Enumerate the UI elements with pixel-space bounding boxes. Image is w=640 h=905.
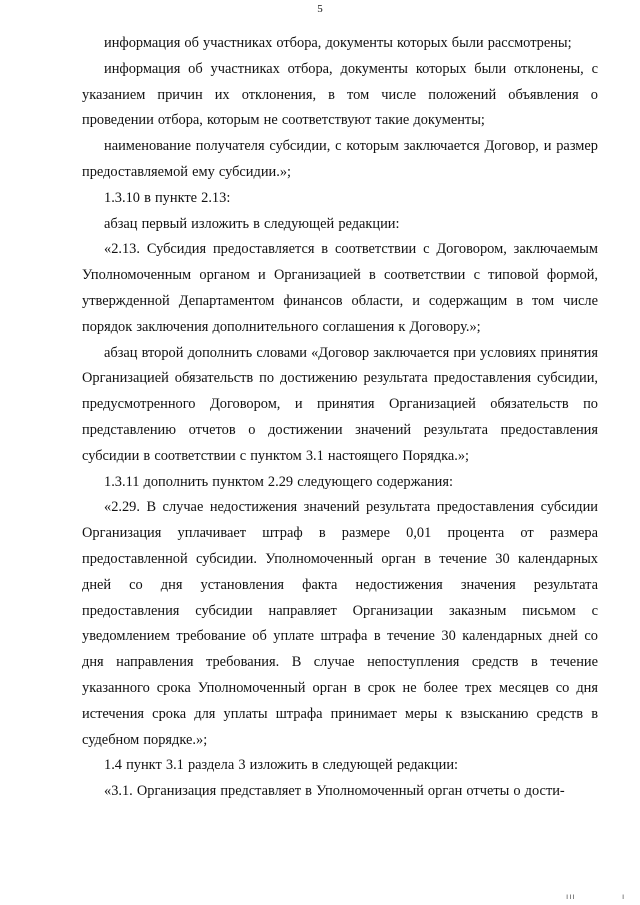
paragraph: 1.3.10 в пункте 2.13: xyxy=(104,189,231,206)
paragraph: 1.3.11 дополнить пунктом 2.29 следующего содержания: xyxy=(104,473,453,490)
paragraph: информация об участниках отбора, документы которых были рассмотрены; xyxy=(104,35,572,51)
paragraph: информация об участниках отбора, документы которых были отклонены, с указанием причин их отклонения, в том числе положений объявления о проведении отбора, которым не соответствуют такие документы; xyxy=(82,60,598,129)
paragraph: абзац второй дополнить словами «Договор заключается при условиях принятия Организацией обязательств по достижению результата предоставления субсидии, предусмотренного Договором, и принятия Организацией обязательств по представлению отчетов о достижении значений результата предоставления субсидии в соответствии с пунктом 3.1 настоящего Порядка.»; xyxy=(82,344,598,464)
scan-mark: ııı xyxy=(566,892,576,901)
paragraph: наименование получателя субсидии, с которым заключается Договор, и размер предоставляемой ему субсидии.»; xyxy=(82,138,598,180)
page-number: 5 xyxy=(317,3,323,15)
scan-mark: ı xyxy=(622,892,625,901)
paragraph: 1.4 пункт 3.1 раздела 3 изложить в следующей редакции: xyxy=(104,757,459,774)
paragraph: абзац первый изложить в следующей редакции: xyxy=(104,215,400,232)
paragraph: «2.29. В случае недостижения значений результата предоставления субсидии Организация уплачивает штраф в размере 0,01 процента от размера предоставленной субсидии. Уполномоченный орган в течение 30 календарных дней со дня установления факта недостижения значения результата предоставления субсидии направляет Организации заказным письмом с уведомлением требование об уплате штрафа в течение 30 календарных дней со дня направления требования. В случае непоступления средств в течение указанного срока Уполномоченный орган в срок не более трех месяцев со дня истечения срока для уплаты штрафа принимает меры к взысканию средств в судебном порядке.»; xyxy=(82,499,598,748)
document-body xyxy=(82,31,598,805)
paragraph: «2.13. Субсидия предоставляется в соответствии с Договором, заключаемым Уполномоченным органом и Организацией в соответствии с типовой формой, утвержденной Департаментом финансов области, и содержащим в том числе порядок заключения дополнительного соглашения к Договору.»; xyxy=(82,241,598,335)
paragraph: «3.1. Организация представляет в Уполномоченный орган отчеты о дости- xyxy=(104,783,565,800)
